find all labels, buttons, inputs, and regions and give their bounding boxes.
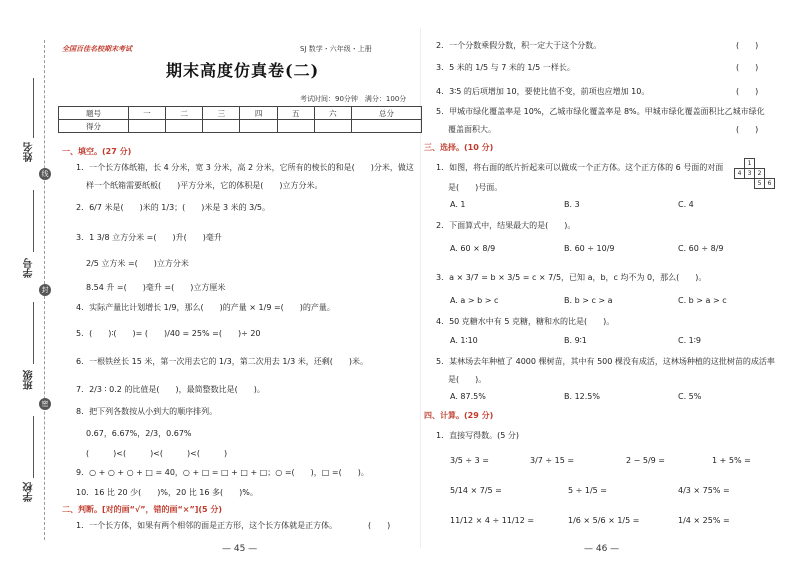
- table-cell: 总分: [352, 107, 422, 120]
- option-c[interactable]: C. 1∶9: [678, 336, 701, 345]
- class-label: 班级: [24, 370, 35, 390]
- option-b[interactable]: B. b > c > a: [564, 296, 613, 305]
- question-text: 1．如图，将右面的纸片折起来可以做成一个正方体。这个正方体的 6 号面的对面: [436, 163, 724, 172]
- question-text: 是( )号面。: [448, 183, 503, 192]
- option-c[interactable]: C. b > a > c: [678, 296, 727, 305]
- option-b[interactable]: B. 9∶1: [564, 336, 587, 345]
- question-text: 4．实际产量比计划增长 1/9，那么( )的产量 × 1/9 =( )的产量。: [76, 303, 335, 312]
- table-cell: 得分: [59, 120, 129, 133]
- answer-blank[interactable]: ( ): [736, 63, 759, 72]
- question-text: 3．1 3/8 立方分米 =( )升( )毫升: [76, 233, 222, 242]
- question-text: 1．直接写得数。(5 分): [436, 431, 519, 440]
- option-c[interactable]: C. 60 ÷ 8/9: [678, 244, 724, 253]
- binding-margin: [0, 0, 58, 566]
- score-input-cell[interactable]: [128, 120, 165, 133]
- calc-item: 3/5 ÷ 3 =: [450, 456, 489, 465]
- cube-face: 1: [744, 158, 755, 169]
- section-heading: 二、判断。[对的画“√”，错的画“×”](5 分): [62, 505, 223, 514]
- calc-item: 11/12 × 4 ÷ 11/12 =: [450, 516, 535, 525]
- score-input-cell[interactable]: [314, 120, 351, 133]
- question-text: 4．50 克糖水中有 5 克糖，糖和水的比是( )。: [436, 317, 615, 326]
- question-text: 7．2/3 ∶ 0.2 的比值是( )，最简整数比是( )。: [76, 385, 265, 394]
- table-cell: 四: [240, 107, 277, 120]
- school-underline: [33, 416, 34, 478]
- question-text: 10．16 比 20 少( )%，20 比 16 多( )%。: [76, 488, 258, 497]
- id-underline: [33, 190, 34, 252]
- answer-blank[interactable]: ( ): [368, 521, 391, 530]
- page-number: — 45 —: [222, 544, 258, 554]
- section-heading: 三、选择。(10 分): [424, 143, 494, 152]
- question-text: 5．甲城市绿化覆盖率是 10%，乙城市绿化覆盖率是 8%。甲城市绿化覆盖面积比乙城市绿化: [436, 107, 765, 116]
- option-c[interactable]: C. 4: [678, 200, 694, 209]
- seal-mark: 密: [39, 398, 51, 410]
- question-text: 6．一根铁丝长 15 米，第一次用去它的 1/3，第二次用去 1/3 米，还剩( )米。: [76, 357, 368, 366]
- brand-text: 全国百佳名校期末考试: [62, 45, 132, 53]
- calc-item: 1/4 × 25% =: [678, 516, 730, 525]
- table-cell: 五: [277, 107, 314, 120]
- page-number: — 46 —: [584, 544, 620, 554]
- order-blanks: ( )<( )<( )<( ): [86, 449, 228, 458]
- question-text: 样一个纸箱需要纸板( )平方分米，它的体积是( )立方分米。: [86, 181, 323, 190]
- option-a[interactable]: A. 87.5%: [450, 392, 486, 401]
- name-underline: [33, 78, 34, 138]
- score-header-row: [59, 107, 422, 120]
- question-text: 3．a × 3/7 = b × 3/5 = c × 7/5，已知 a，b，c 均不为 0，那么( )。: [436, 273, 707, 282]
- table-cell: 二: [166, 107, 203, 120]
- question-text: 2．下面算式中，结果最大的是( )。: [436, 221, 576, 230]
- calc-item: 5/14 × 7/5 =: [450, 486, 502, 495]
- option-c[interactable]: C. 5%: [678, 392, 702, 401]
- question-text: 1．一个长方体，如果有两个相邻的面是正方形，这个长方体就是正方体。: [76, 521, 338, 530]
- answer-blank[interactable]: ( ): [736, 125, 759, 134]
- score-row: [59, 120, 422, 133]
- table-cell: 一: [128, 107, 165, 120]
- student-id-label: 学号: [24, 258, 35, 278]
- option-b[interactable]: B. 60 ÷ 10/9: [564, 244, 615, 253]
- option-b[interactable]: B. 12.5%: [564, 392, 600, 401]
- question-text: 8.54 升 =( )毫升 =( )立方厘米: [86, 283, 226, 292]
- calc-item: 3/7 ÷ 15 =: [530, 456, 575, 465]
- question-text: 3．5 米的 1/5 与 7 米的 1/5 一样长。: [436, 63, 575, 72]
- option-a[interactable]: A. 1∶10: [450, 336, 478, 345]
- class-underline: [33, 302, 34, 364]
- school-label: 学校: [24, 482, 35, 502]
- score-input-cell[interactable]: [277, 120, 314, 133]
- answer-blank[interactable]: ( ): [736, 41, 759, 50]
- seal-mark: 线: [39, 168, 51, 180]
- score-input-cell[interactable]: [240, 120, 277, 133]
- name-label: 姓名: [24, 142, 35, 162]
- question-text: 1．一个长方体纸箱，长 4 分米，宽 3 分米，高 2 分米，它所有的棱长的和是( )分米，做这: [76, 163, 414, 172]
- option-b[interactable]: B. 3: [564, 200, 580, 209]
- cube-face: 3: [744, 168, 755, 179]
- table-cell: 三: [203, 107, 240, 120]
- option-a[interactable]: A. a > b > c: [450, 296, 499, 305]
- cube-face: 2: [754, 168, 765, 179]
- option-a[interactable]: A. 1: [450, 200, 466, 209]
- score-table: [58, 106, 422, 133]
- exam-info: 考试时间：90分钟 满分：100分: [300, 95, 407, 103]
- calc-item: 1 + 5% =: [712, 456, 751, 465]
- question-text: 5．某林场去年种植了 4000 棵树苗，其中有 500 棵没有成活，这林场种植的这批树苗的成活率: [436, 357, 775, 366]
- question-text: 2/5 立方米 =( )立方分米: [86, 259, 189, 268]
- question-text: 2．一个分数乘假分数，积一定大于这个分数。: [436, 41, 602, 50]
- question-text: 8．把下列各数按从小到大的顺序排列。: [76, 407, 218, 416]
- calc-item: 4/3 × 75% =: [678, 486, 730, 495]
- score-input-cell[interactable]: [203, 120, 240, 133]
- seal-mark: 封: [39, 284, 51, 296]
- exam-title: 期末高度仿真卷(二): [166, 61, 320, 80]
- section-heading: 一、填空。(27 分): [62, 147, 132, 156]
- question-text: 5．( )∶( )= ( )/40 = 25% =( )÷ 20: [76, 329, 261, 338]
- table-cell: 六: [314, 107, 351, 120]
- option-a[interactable]: A. 60 × 8/9: [450, 244, 496, 253]
- series-label: SJ 数学・六年级・上册: [300, 45, 372, 53]
- question-text: 4．3∶5 的后项增加 10，要使比值不变，前项也应增加 10。: [436, 87, 650, 96]
- cube-face: 5: [754, 178, 765, 189]
- answer-blank[interactable]: ( ): [736, 87, 759, 96]
- score-input-cell[interactable]: [352, 120, 422, 133]
- calc-item: 5 ÷ 1/5 =: [568, 486, 607, 495]
- score-input-cell[interactable]: [166, 120, 203, 133]
- table-cell: 题号: [59, 107, 129, 120]
- calc-item: 2 − 5/9 =: [626, 456, 665, 465]
- calc-item: 1/6 × 5/6 × 1/5 =: [568, 516, 640, 525]
- section-heading: 四、计算。(29 分): [424, 411, 494, 420]
- question-text: 2．6/7 米是( )米的 1/3；( )米是 3 米的 3/5。: [76, 203, 271, 212]
- number-list: 0.67，6.67%，2/3，0.67%: [86, 429, 192, 438]
- cube-face: 4: [734, 168, 745, 179]
- question-text: 覆盖面积大。: [448, 125, 496, 134]
- question-text: 是( )。: [448, 375, 487, 384]
- cube-face: 6: [764, 178, 775, 189]
- question-text: 9．○ + ○ + ○ + □ = 40，○ + □ = □ + □ + □；○ =( )，□ =( )。: [76, 468, 369, 477]
